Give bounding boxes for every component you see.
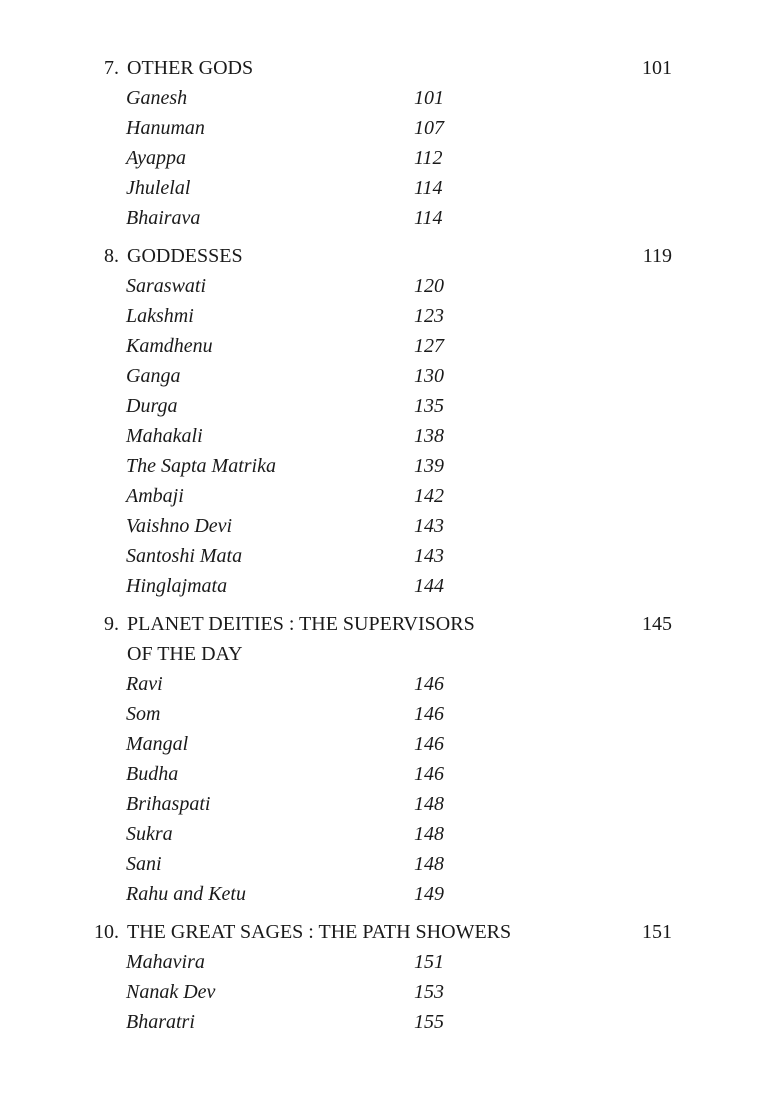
- toc-entry: [0, 481, 780, 511]
- entry-title: Som: [126, 703, 161, 725]
- toc-entry: [0, 173, 780, 203]
- chapter-spacer: [0, 233, 780, 241]
- table-of-contents: [0, 53, 780, 1037]
- chapter-page-number: 151: [642, 921, 672, 943]
- entry-page-number: 148: [414, 823, 444, 845]
- chapter-spacer: [0, 909, 780, 917]
- toc-entry: [0, 977, 780, 1007]
- entry-page-number: 127: [414, 335, 444, 357]
- entry-title: Sani: [126, 853, 162, 875]
- entry-title: Ambaji: [126, 485, 184, 507]
- entry-title: Mangal: [126, 733, 189, 755]
- entry-page-number: 135: [414, 395, 444, 417]
- entry-page-number: 144: [414, 575, 444, 597]
- entry-page-number: 138: [414, 425, 444, 447]
- entry-page-number: 142: [414, 485, 444, 507]
- chapter-number: 9.: [104, 613, 119, 635]
- entry-page-number: 153: [414, 981, 444, 1003]
- toc-chapter: [0, 609, 780, 909]
- toc-chapter: [0, 53, 780, 233]
- entry-page-number: 101: [414, 87, 444, 109]
- toc-entry: [0, 271, 780, 301]
- entry-page-number: 151: [414, 951, 444, 973]
- entry-page-number: 139: [414, 455, 444, 477]
- entry-title: Ayappa: [126, 147, 186, 169]
- entry-page-number: 143: [414, 515, 444, 537]
- entry-page-number: 146: [414, 733, 444, 755]
- toc-entry: [0, 729, 780, 759]
- toc-entry: [0, 113, 780, 143]
- toc-entry: [0, 699, 780, 729]
- entry-page-number: 148: [414, 853, 444, 875]
- toc-entry: [0, 1007, 780, 1037]
- entry-title: Bhairava: [126, 207, 201, 229]
- entry-page-number: 130: [414, 365, 444, 387]
- toc-entry: [0, 421, 780, 451]
- entry-page-number: 143: [414, 545, 444, 567]
- chapter-title: GODDESSES: [127, 245, 243, 267]
- toc-entry: [0, 391, 780, 421]
- toc-entry: [0, 849, 780, 879]
- toc-entry: [0, 541, 780, 571]
- chapter-title: PLANET DEITIES : THE SUPERVISORS: [127, 613, 475, 635]
- entry-title: Budha: [126, 763, 179, 785]
- entry-title: Brihaspati: [126, 793, 211, 815]
- entry-page-number: 146: [414, 703, 444, 725]
- entry-title: Ganga: [126, 365, 181, 387]
- entry-title: Kamdhenu: [126, 335, 213, 357]
- chapter-heading-row: [0, 53, 780, 83]
- chapter-heading-row: [0, 241, 780, 271]
- entry-title: Vaishno Devi: [126, 515, 233, 537]
- toc-chapter: [0, 917, 780, 1037]
- entry-page-number: 123: [414, 305, 444, 327]
- toc-chapter: [0, 241, 780, 601]
- entry-page-number: 107: [414, 117, 444, 139]
- toc-entry: [0, 511, 780, 541]
- chapter-page-number: 101: [642, 57, 672, 79]
- toc-entry: [0, 879, 780, 909]
- entry-page-number: 114: [414, 177, 443, 199]
- entry-title: The Sapta Matrika: [126, 455, 276, 477]
- chapter-title-continuation: OF THE DAY: [127, 643, 243, 665]
- toc-entry: [0, 301, 780, 331]
- entry-title: Hanuman: [126, 117, 205, 139]
- chapter-number: 10.: [94, 921, 119, 943]
- entry-page-number: 112: [414, 147, 443, 169]
- chapter-heading-row: [0, 609, 780, 639]
- entry-page-number: 114: [414, 207, 443, 229]
- entry-title: Mahavira: [126, 951, 205, 973]
- chapter-title: OTHER GODS: [127, 57, 254, 79]
- toc-entry: [0, 361, 780, 391]
- toc-entry: [0, 819, 780, 849]
- toc-entry: [0, 571, 780, 601]
- toc-entry: [0, 789, 780, 819]
- entry-page-number: 146: [414, 763, 444, 785]
- entry-page-number: 146: [414, 673, 444, 695]
- entry-page-number: 149: [414, 883, 444, 905]
- entry-title: Santoshi Mata: [126, 545, 243, 567]
- entry-title: Jhulelal: [126, 177, 191, 199]
- entry-page-number: 120: [414, 275, 444, 297]
- entry-title: Sukra: [126, 823, 173, 845]
- toc-entry: [0, 331, 780, 361]
- chapter-number: 8.: [104, 245, 119, 267]
- toc-entry: [0, 143, 780, 173]
- entry-title: Mahakali: [126, 425, 203, 447]
- toc-entry: [0, 759, 780, 789]
- entry-title: Rahu and Ketu: [126, 883, 246, 905]
- entry-page-number: 148: [414, 793, 444, 815]
- entry-title: Nanak Dev: [126, 981, 216, 1003]
- chapter-spacer: [0, 601, 780, 609]
- entry-title: Ravi: [126, 673, 163, 695]
- chapter-page-number: 119: [642, 245, 672, 267]
- chapter-number: 7.: [104, 57, 119, 79]
- entry-page-number: 155: [414, 1011, 444, 1033]
- toc-entry: [0, 669, 780, 699]
- entry-title: Saraswati: [126, 275, 207, 297]
- chapter-heading-row: [0, 917, 780, 947]
- entry-title: Bharatri: [126, 1011, 195, 1033]
- entry-title: Hinglajmata: [126, 575, 228, 597]
- entry-title: Ganesh: [126, 87, 188, 109]
- chapter-page-number: 145: [642, 613, 672, 635]
- entry-title: Lakshmi: [126, 305, 194, 327]
- toc-entry: [0, 203, 780, 233]
- toc-entry: [0, 947, 780, 977]
- entry-title: Durga: [126, 395, 178, 417]
- toc-entry: [0, 451, 780, 481]
- toc-entry: [0, 83, 780, 113]
- chapter-title: THE GREAT SAGES : THE PATH SHOWERS: [127, 921, 512, 943]
